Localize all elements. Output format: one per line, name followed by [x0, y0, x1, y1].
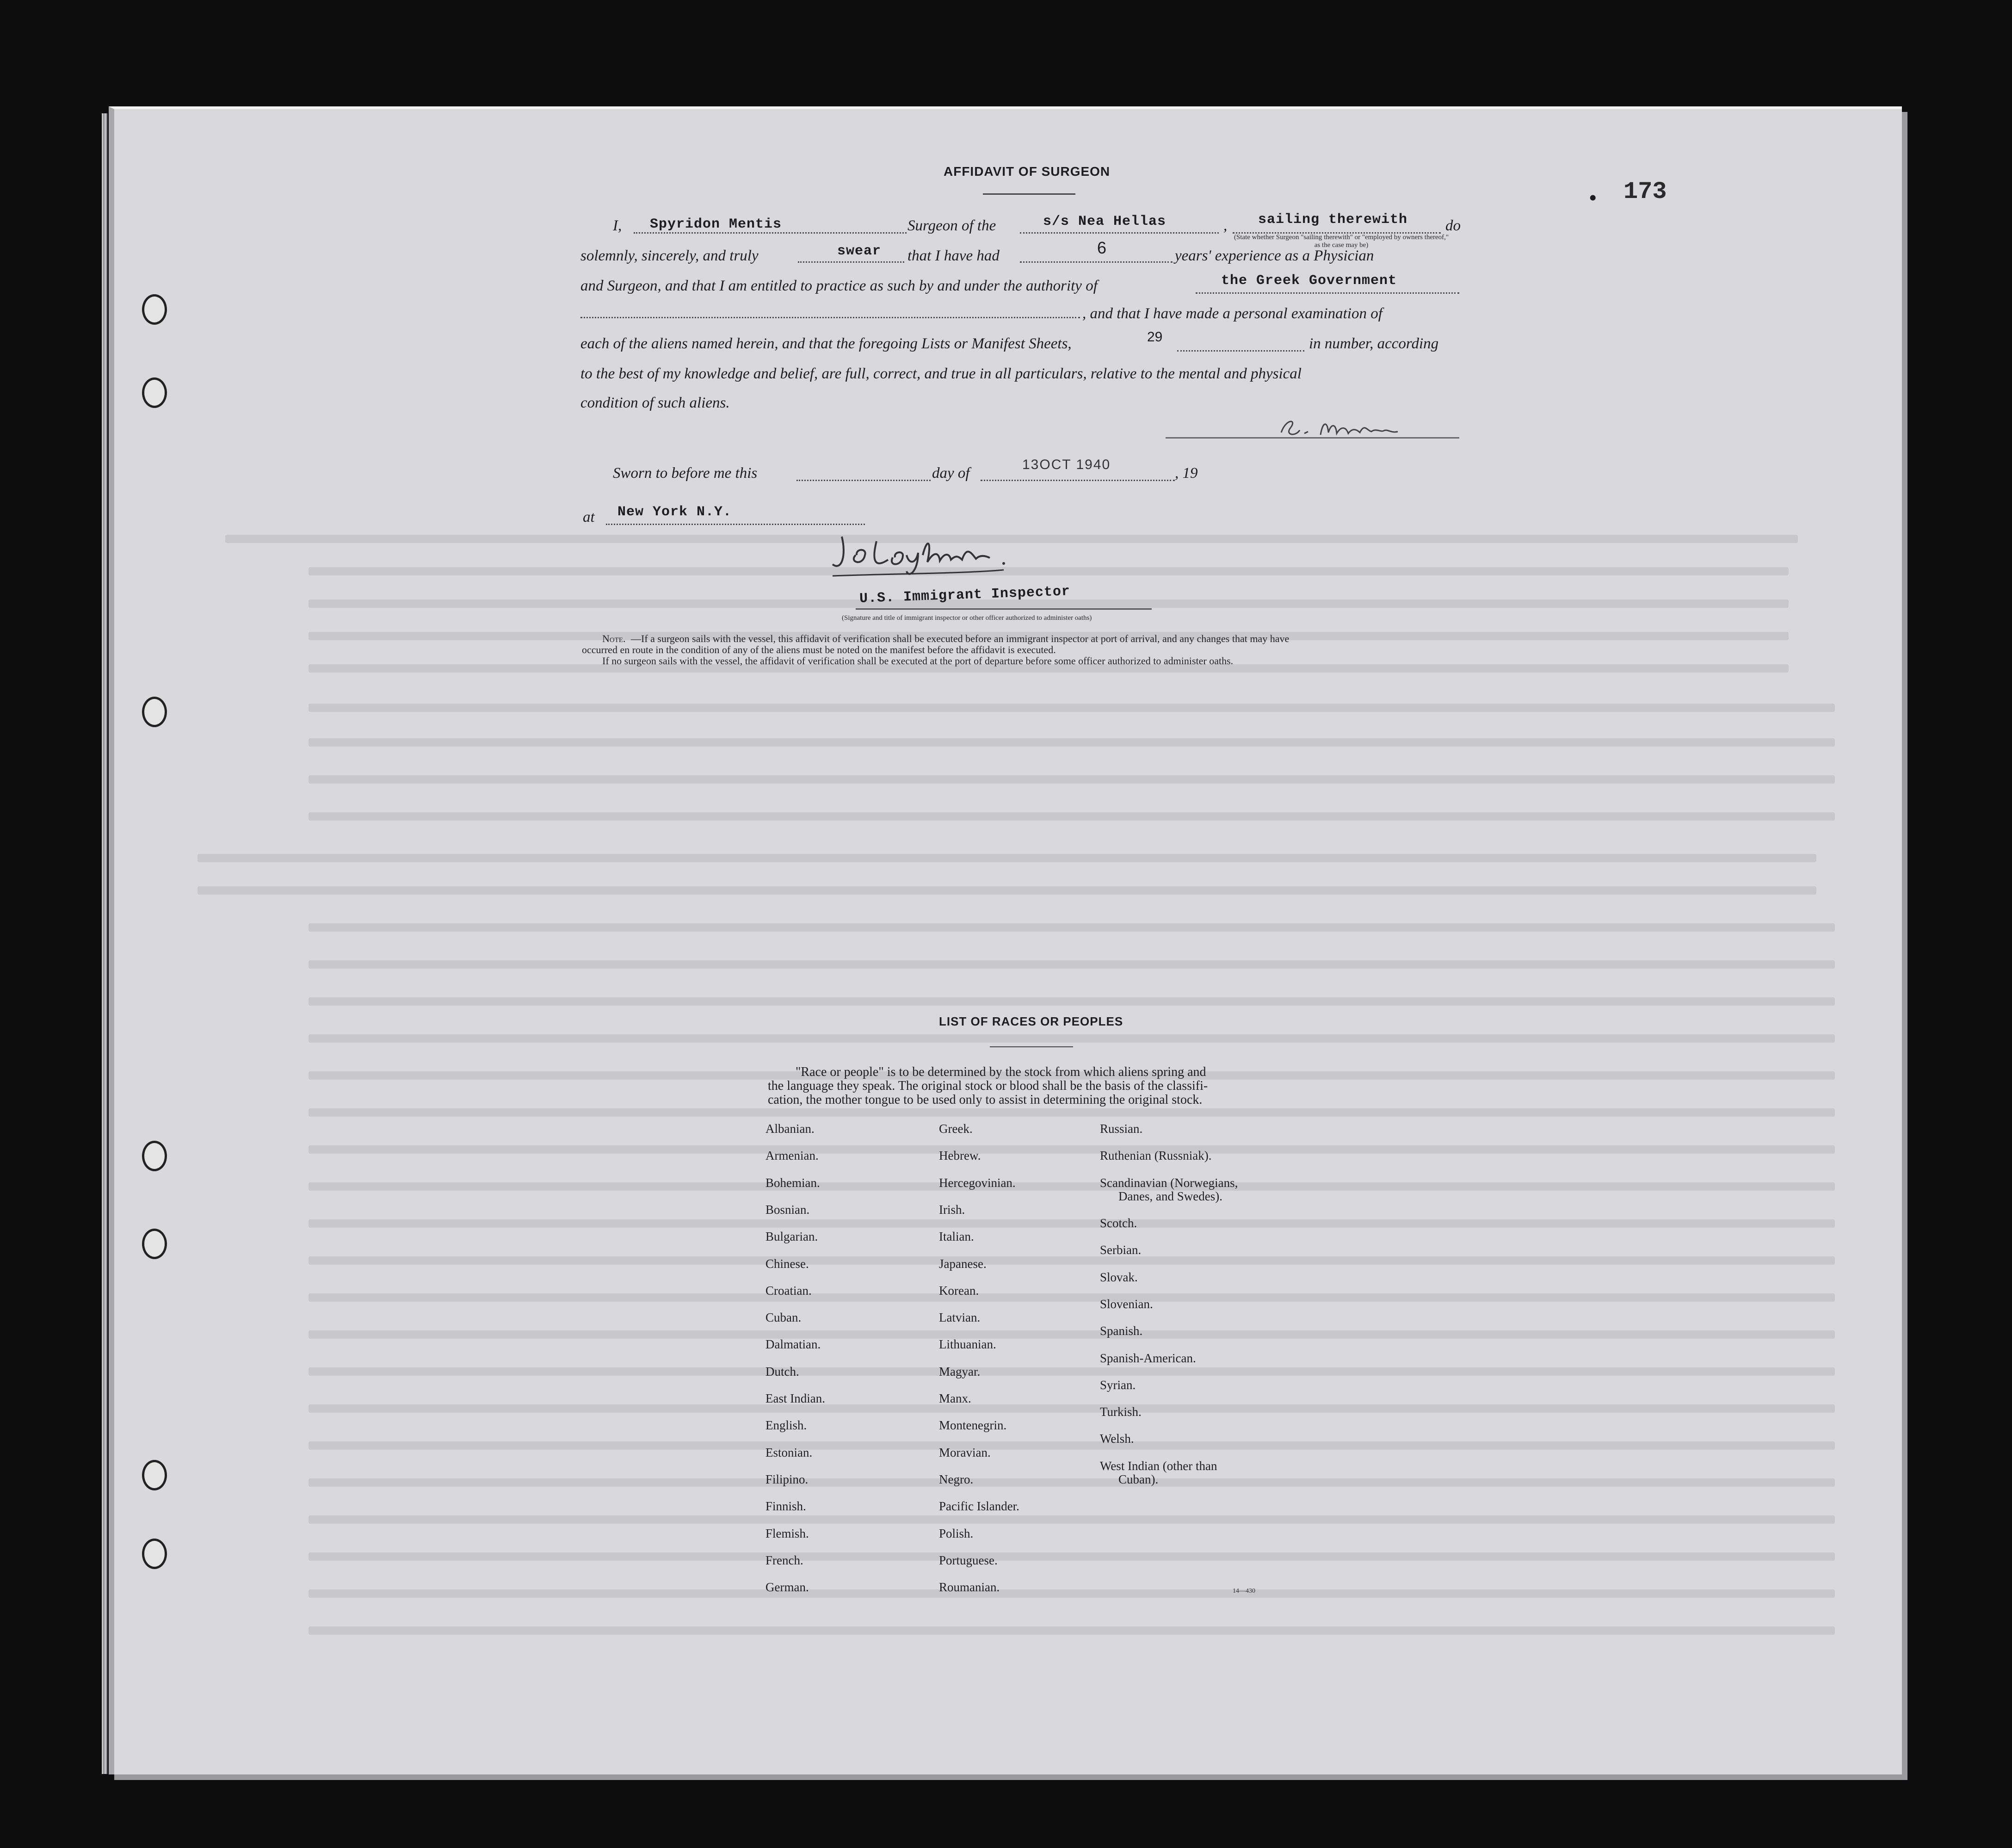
inspector-title: U.S. Immigrant Inspector	[859, 584, 1071, 607]
punch-hole	[142, 294, 167, 325]
word-do: do	[1445, 217, 1461, 234]
race-item: Cuban).	[1118, 1472, 1159, 1486]
race-item: Bosnian.	[765, 1203, 810, 1217]
race-item: Estonian.	[765, 1446, 813, 1459]
page-edge	[102, 113, 107, 1774]
race-item: Dalmatian.	[765, 1337, 821, 1351]
race-item: Welsh.	[1100, 1432, 1134, 1446]
vessel-name: s/s Nea Hellas	[1043, 214, 1166, 229]
race-item: East Indian.	[765, 1391, 825, 1405]
surgeon-name: Spyridon Mentis	[650, 216, 782, 232]
race-item: Scotch.	[1100, 1216, 1137, 1230]
page-number: 173	[1623, 178, 1667, 205]
year-prefix: , 19	[1175, 465, 1198, 482]
note-label: Note.	[602, 633, 626, 644]
authority-continued-field	[580, 298, 1080, 318]
sheets-field	[1177, 332, 1304, 352]
race-item: French.	[765, 1553, 803, 1567]
pronoun-i: I,	[613, 217, 622, 234]
race-item: West Indian (other than	[1100, 1459, 1217, 1473]
race-item: Magyar.	[939, 1365, 981, 1378]
years-value: 6	[1097, 238, 1107, 257]
race-item: Hercegovinian.	[939, 1176, 1016, 1190]
race-item: Chinese.	[765, 1257, 809, 1271]
line-solemnly: solemnly, sincerely, and truly	[580, 247, 759, 264]
race-item: Armenian.	[765, 1149, 819, 1162]
punch-hole	[142, 1141, 167, 1171]
race-item: Danes, and Swedes).	[1118, 1189, 1222, 1203]
race-item: Italian.	[939, 1230, 974, 1243]
oath-word: swear	[837, 243, 882, 259]
race-item: Hebrew.	[939, 1149, 981, 1162]
race-item: Albanian.	[765, 1122, 815, 1136]
races-title-underline	[990, 1046, 1073, 1047]
manifest-sheet	[109, 106, 1902, 1774]
years-field	[1020, 243, 1173, 263]
races-title: LIST OF RACES OR PEOPLES	[939, 1014, 1123, 1028]
race-item: Croatian.	[765, 1284, 812, 1298]
race-item: Moravian.	[939, 1446, 991, 1459]
race-item: Portuguese.	[939, 1553, 998, 1567]
race-item: Serbian.	[1100, 1243, 1142, 1257]
race-item: Japanese.	[939, 1257, 987, 1271]
inspector-title-line	[856, 604, 1152, 610]
race-item: Spanish.	[1100, 1324, 1143, 1338]
race-item: Negro.	[939, 1472, 974, 1486]
punch-hole	[142, 377, 167, 408]
punch-hole	[142, 1229, 167, 1259]
date-stamp: 13OCT 1940	[1022, 457, 1111, 472]
line-have-had: that I have had	[907, 247, 1000, 264]
form-number: 14—430	[1233, 1588, 1255, 1595]
title-underline	[983, 193, 1075, 195]
note-line-2: occurred en route in the condition of any of the aliens must be noted on the manifest before the affidavit is executed.	[582, 644, 1056, 655]
authority: the Greek Government	[1221, 273, 1397, 289]
race-item: Irish.	[939, 1203, 965, 1217]
race-item: Russian.	[1100, 1122, 1143, 1136]
race-item: Pacific Islander.	[939, 1499, 1019, 1513]
capacity: sailing therewith	[1258, 212, 1408, 228]
sheets-count: 29	[1147, 329, 1163, 345]
race-item: Korean.	[939, 1284, 979, 1298]
race-item: Scandinavian (Norwegians,	[1100, 1176, 1238, 1190]
race-item: Syrian.	[1100, 1378, 1136, 1392]
race-item: Greek.	[939, 1122, 973, 1136]
capacity-hint: (State whether Surgeon "sailing therewith" or "employed by owners thereof," as the case may be)	[1234, 234, 1449, 249]
race-item: English.	[765, 1418, 807, 1432]
place: New York N.Y.	[617, 504, 732, 520]
race-item: Roumanian.	[939, 1580, 1000, 1594]
race-item: Spanish-American.	[1100, 1351, 1196, 1365]
surgeon-of-label: Surgeon of the	[907, 217, 996, 234]
sworn-before-label: Sworn to before me this	[613, 465, 758, 482]
line-personal-exam: , and that I have made a personal examination of	[1082, 305, 1382, 322]
race-item: Slovenian.	[1100, 1297, 1153, 1311]
race-item: Turkish.	[1100, 1405, 1142, 1419]
races-intro-2: the language they speak. The original stock or blood shall be the basis of the classifi-	[768, 1079, 1208, 1093]
race-item: Bohemian.	[765, 1176, 820, 1190]
race-item: Manx.	[939, 1391, 971, 1405]
race-item: Montenegrin.	[939, 1418, 1007, 1432]
race-item: Lithuanian.	[939, 1337, 996, 1351]
race-item: Finnish.	[765, 1499, 806, 1513]
affidavit-title: AFFIDAVIT OF SURGEON	[944, 164, 1111, 179]
race-item: Dutch.	[765, 1365, 799, 1378]
inspector-signature	[823, 527, 1082, 578]
comma: ,	[1223, 217, 1228, 234]
race-item: German.	[765, 1580, 809, 1594]
punch-hole	[142, 1460, 167, 1490]
surgeon-signature	[1277, 414, 1415, 442]
races-intro-3: cation, the mother tongue to be used only to assist in determining the original stock.	[768, 1093, 1203, 1107]
page-number-dot: •	[1589, 185, 1597, 210]
note-line-1: —If a surgeon sails with the vessel, this affidavit of verification shall be executed before an immigrant inspector at port of arrival, and any changes that may have	[631, 633, 1290, 644]
races-intro-1: "Race or people" is to be determined by the stock from which aliens spring and	[796, 1065, 1206, 1079]
race-item: Filipino.	[765, 1472, 809, 1486]
race-item: Flemish.	[765, 1527, 809, 1540]
race-item: Latvian.	[939, 1310, 981, 1324]
inspector-hint: (Signature and title of immigrant inspector or other officer authorized to administer oaths)	[842, 614, 1092, 622]
race-item: Cuban.	[765, 1310, 802, 1324]
line-foregoing-lists: each of the aliens named herein, and that the foregoing Lists or Manifest Sheets,	[580, 335, 1072, 352]
line-years-experience: years' experience as a Physician	[1175, 247, 1374, 264]
note-line-3: If no surgeon sails with the vessel, the affidavit of verification shall be executed at the port of departure before some officer authorized to administer oaths.	[602, 655, 1234, 667]
race-item: Ruthenian (Russniak).	[1100, 1149, 1212, 1162]
sworn-day-field	[796, 461, 931, 481]
day-of-label: day of	[932, 465, 970, 482]
line-in-number: in number, according	[1309, 335, 1439, 352]
race-item: Bulgarian.	[765, 1230, 818, 1243]
line-best-knowledge: to the best of my knowledge and belief, are full, correct, and true in all particulars, relative to the mental and physical	[580, 365, 1302, 382]
line-and-surgeon: and Surgeon, and that I am entitled to practice as such by and under the authority of	[580, 278, 1098, 294]
punch-hole	[142, 697, 167, 727]
line-condition: condition of such aliens.	[580, 395, 730, 411]
punch-hole	[142, 1539, 167, 1569]
at-label: at	[583, 509, 595, 525]
race-item: Slovak.	[1100, 1270, 1138, 1284]
race-item: Polish.	[939, 1527, 974, 1540]
